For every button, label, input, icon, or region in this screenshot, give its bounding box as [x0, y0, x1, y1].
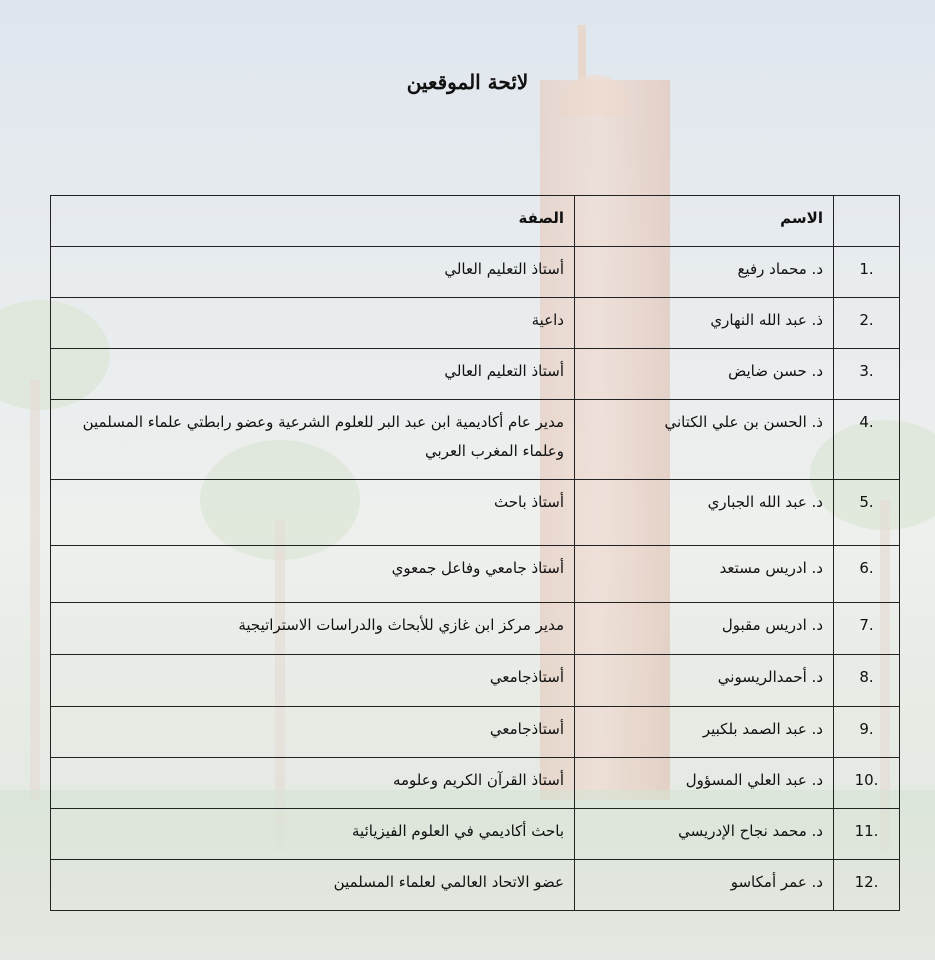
row-number: 3. [834, 349, 900, 400]
table-row [51, 603, 900, 655]
row-number: 1. [834, 247, 900, 298]
header-number [834, 196, 900, 247]
row-number: 4. [834, 400, 900, 480]
table-row [51, 480, 900, 546]
table-header-row [51, 196, 900, 247]
row-role: أستاذ القرآن الكريم وعلومه [51, 758, 575, 809]
header-role: الصفة [51, 196, 575, 247]
table-row [51, 546, 900, 603]
row-number: 6. [834, 546, 900, 603]
page-title: لائحة الموقعين [406, 70, 529, 94]
table-row [51, 758, 900, 809]
row-name: د. حسن ضايض [575, 349, 834, 400]
row-name: د. عبد العلي المسؤول [575, 758, 834, 809]
row-name: د. ادريس مستعد [575, 546, 834, 603]
row-role: داعية [51, 298, 575, 349]
row-number: 8. [834, 655, 900, 707]
row-role: مدير مركز ابن غازي للأبحاث والدراسات الاستراتيجية [51, 603, 575, 655]
row-number: 12. [834, 860, 900, 911]
table-row [51, 298, 900, 349]
table-row [51, 809, 900, 860]
table-row [51, 400, 900, 480]
header-name: الاسم [575, 196, 834, 247]
row-role: عضو الاتحاد العالمي لعلماء المسلمين [51, 860, 575, 911]
row-role: أستاذجامعي [51, 707, 575, 758]
table-row [51, 349, 900, 400]
row-name: ذ. عبد الله النهاري [575, 298, 834, 349]
row-name: د. عبد الصمد بلكبير [575, 707, 834, 758]
row-number: 2. [834, 298, 900, 349]
table-row [51, 247, 900, 298]
row-role: أستاذ باحث [51, 480, 575, 546]
signatories-table [50, 195, 900, 911]
table-row [51, 860, 900, 911]
row-name: د. محماد رفيع [575, 247, 834, 298]
table-row [51, 655, 900, 707]
row-number: 5. [834, 480, 900, 546]
row-role: باحث أكاديمي في العلوم الفيزيائية [51, 809, 575, 860]
row-name: د. أحمدالريسوني [575, 655, 834, 707]
palm-trunk [30, 380, 40, 800]
row-role: أستاذ التعليم العالي [51, 349, 575, 400]
row-name: ذ. الحسن بن علي الكتاني [575, 400, 834, 480]
row-number: 7. [834, 603, 900, 655]
row-number: 10. [834, 758, 900, 809]
row-name: د. محمد نجاح الإدريسي [575, 809, 834, 860]
table-row [51, 707, 900, 758]
row-role: أستاذجامعي [51, 655, 575, 707]
row-name: د. ادريس مقبول [575, 603, 834, 655]
row-role: أستاذ التعليم العالي [51, 247, 575, 298]
row-number: 9. [834, 707, 900, 758]
row-name: د. عمر أمكاسو [575, 860, 834, 911]
row-number: 11. [834, 809, 900, 860]
row-name: د. عبد الله الجباري [575, 480, 834, 546]
row-role: أستاذ جامعي وفاعل جمعوي [51, 546, 575, 603]
row-role: مدير عام أكاديمية ابن عبد البر للعلوم الشرعية وعضو رابطتي علماء المسلمين وعلماء المغرب العربي [51, 400, 575, 480]
